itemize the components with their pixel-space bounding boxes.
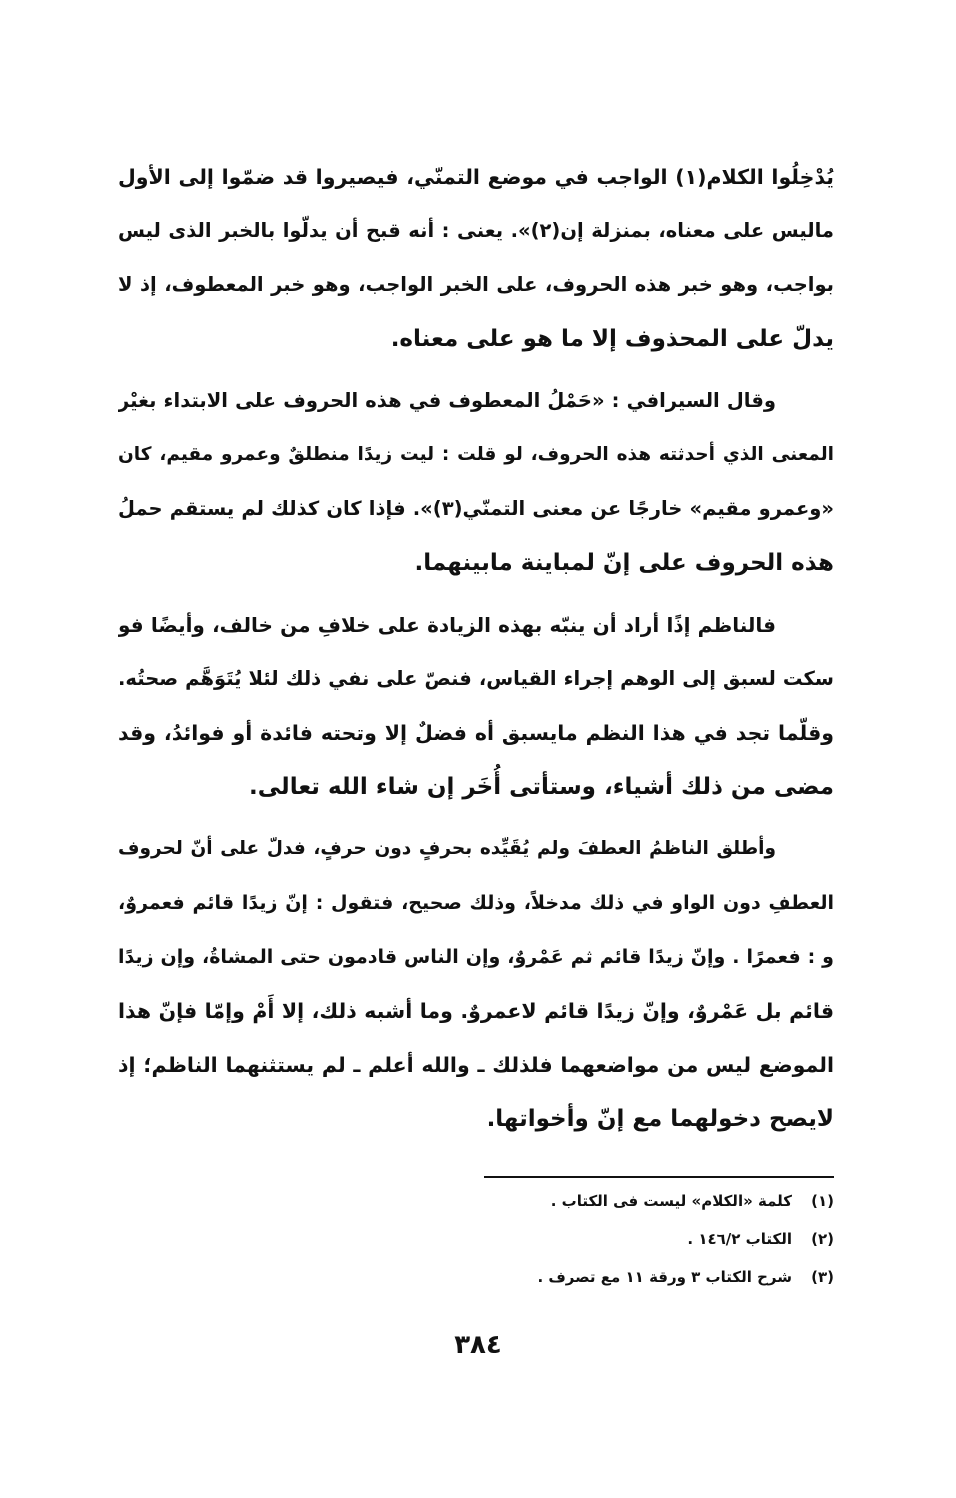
text-line: يدلّ على المحذوف إلا ما هو على معناه. bbox=[390, 326, 834, 352]
text-line: بواجب، وهو خبر هذه الحروف، على الخبر الواجب، وهو خبر المعطوف، إذ لا bbox=[118, 273, 834, 296]
text-line: «وعمرو مقيم» خارجًا عن معنى التمنّي(٣)». فإذا كان كذلك لم يستقم حملُ bbox=[118, 497, 834, 520]
paragraph-1 bbox=[118, 150, 834, 366]
footnote-item bbox=[374, 1182, 834, 1220]
paragraph-4 bbox=[118, 822, 834, 1146]
text-line: و : فعمرًا . وإنّ زيدًا قائم ثم عَمْروٌ، وإن الناس قادمون حتى المشاةُ، وإن زيدًا bbox=[118, 946, 834, 968]
paragraph-2 bbox=[118, 374, 834, 590]
text-line: هذه الحروف على إنّ لمباينة مابينهما. bbox=[414, 550, 834, 576]
text-line: فالناظم إذًا أراد أن ينبّه بهذه الزيادة على خلافِ من خالف، وأيضًا فو bbox=[118, 613, 776, 637]
body-text bbox=[118, 150, 834, 1154]
text-line: المعنى الذي أحدثته هذه الحروف، لو قلت : ليت زيدًا منطلقٌ وعمرو مقيم، كان bbox=[118, 444, 834, 465]
text-line: وأطلق الناظمُ العطفَ ولم يُقَيِّده بحرفٍ دون حرفٍ، فدلّ على أنّ لحروف bbox=[118, 838, 776, 859]
text-line: وقال السيرافي : «حَمْلُ المعطوف في هذه الحروف على الابتداء بغيْر bbox=[118, 389, 776, 412]
footnote-number: (٢) bbox=[811, 1230, 834, 1248]
footnote-number: (٣) bbox=[811, 1268, 834, 1286]
footnote-item bbox=[374, 1258, 834, 1296]
footnotes bbox=[374, 1182, 834, 1296]
text-line: سكت لسبق إلى الوهم إجراء القياس، فنصّ على نفي ذلك لئلا يُتَوَهَّم صحتُه. bbox=[118, 667, 834, 690]
text-line: مضى من ذلك أشياء، وستأتى أُخَر إن شاء الله تعالى. bbox=[249, 774, 834, 800]
text-line: الموضع ليس من مواضعهما فلذلك ـ والله أعلم ـ لم يستثنهما الناظم؛ إذ bbox=[118, 1053, 834, 1077]
footnote-text: كلمة «الكلام» ليست فى الكتاب . bbox=[550, 1192, 792, 1210]
footnote-number: (١) bbox=[811, 1192, 834, 1210]
text-line: وقلّما تجد في هذا النظم مايسبق أه فضلٌ إلا وتحته فائدة أو فوائدُ، وقد bbox=[118, 721, 834, 745]
text-line: يُدْخِلُوا الكلام(١) الواجب في موضع التمنّي، فيصيروا قد ضمّوا إلى الأول bbox=[118, 165, 834, 189]
text-line: العطفِ دون الواو في ذلك مدخلاً، وذلك صحيح، فتقول : إنّ زيدًا قائم فعمروٌ، bbox=[118, 892, 834, 914]
footnote-text: شرح الكتاب ٣ ورقة ١١ مع تصرف . bbox=[537, 1268, 792, 1286]
text-line: لايصح دخولهما مع إنّ وأخواتها. bbox=[486, 1106, 834, 1132]
text-line: قائم بل عَمْروٌ، وإنّ زيدًا قائم لاعمروٌ. وما أشبه ذلك، إلا أَمْ وإمّا فإنّ هذا bbox=[118, 999, 834, 1023]
footnote-text: الكتاب ١٤٦/٢ . bbox=[687, 1230, 792, 1248]
page-number: ٣٨٤ bbox=[454, 1330, 502, 1360]
paragraph-3 bbox=[118, 598, 834, 814]
text-line: ماليس على معناه، بمنزلة إن(٢)». يعنى : أنه قبح أن يدلّوا بالخبر الذى ليس bbox=[118, 219, 834, 242]
footnote-divider bbox=[484, 1176, 834, 1178]
footnote-item bbox=[374, 1220, 834, 1258]
